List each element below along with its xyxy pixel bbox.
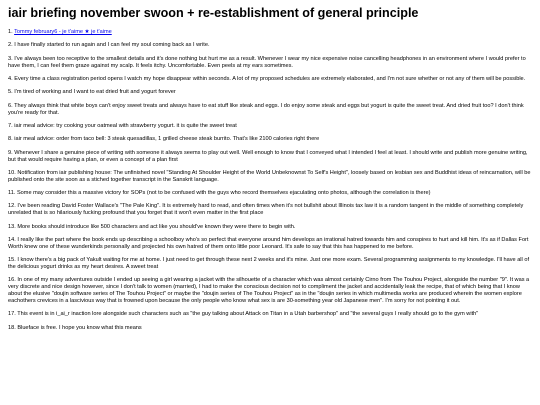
item-number: 6. bbox=[8, 102, 13, 109]
list-item bbox=[8, 190, 532, 197]
item-text: Blueface is free. I hope you know what this means bbox=[17, 324, 142, 331]
item-number: 12. bbox=[8, 203, 16, 210]
item-text: This event is in i_ai_r inaction lore alongside such characters such as "the guy talking about Attack on Titan in a Utah barbershop" and "the several guys I really should go to the gym with" bbox=[17, 311, 479, 318]
list-item bbox=[8, 224, 532, 231]
item-number: 5. bbox=[8, 89, 13, 96]
item-text: In one of my many adventures outside I ended up seeing a girl wearing a jacket with the silhouette of a character which was almost certainly Cirno from The Touhou Project, alongside the number "9". It was a very discrete and nice design however, since I don't talk to women (married), I had to make the conscious decision not to compliment the jacket and accidentally leak the recipe, that of which being that I know about the elusive "doujin software series of The Touhou Project" or maybe the "doujin series of The Touhou Project" as in the "doujin series in which multimedia works are produced wherein the women explore eachothers crevices in a lascivious way that is frowned upon because the only people who know what sex is are 30-something year old Japanese men". I'm sorry for not pointing it out. bbox=[8, 277, 530, 304]
item-number: 2. bbox=[8, 42, 13, 49]
list-item bbox=[8, 277, 532, 304]
item-text: Some may consider this a massive victory for SOPs (not to be confused with the guys who record themselves ejaculating onto photos, although the correlation is there) bbox=[16, 190, 431, 197]
item-number: 8. bbox=[8, 136, 13, 143]
page-title: iair briefing november swoon + re-establishment of general principle bbox=[8, 6, 419, 20]
item-number: 11. bbox=[8, 190, 16, 197]
item-number: 14. bbox=[8, 237, 16, 244]
item-text: I have finally started to run again and I can feel my soul coming back as I write. bbox=[14, 42, 210, 49]
item-text: I've been reading David Foster Wallace's "The Pale King". It is extremely hard to read, and often times when it's not bullshit about Illinois tax law it is a random tangent in the middle of something completely unrelated that is so hilariously fucking profound that you forget that it won't even matter in the first place bbox=[8, 203, 524, 217]
item-list bbox=[8, 29, 532, 331]
list-item bbox=[8, 76, 532, 83]
item-text: More books should introduce like 500 characters and act like you should've known they were there to begin with. bbox=[17, 223, 296, 230]
item-number: 7. bbox=[8, 122, 13, 129]
list-item bbox=[8, 311, 532, 318]
list-item bbox=[8, 150, 532, 164]
item-text: Every time a class registration period opens I watch my hope disappear within seconds. A lot of my proposed schedules are extremely elaborated, and I'm not sure whether or not any of them will be possible. bbox=[14, 75, 526, 82]
item-text: I really like the part where the book ends up describing a schoolboy who's so perfect that everyone around him develops an irrational hatred towards him and conspires to hurt and kill him. It's as if Dallas Fort Worth knew one of these wunderkinds personally and projected his own hatred of them onto little poor Leonard. It's safe to say that this has happened to me before. bbox=[8, 237, 529, 250]
list-item bbox=[8, 56, 532, 70]
item-text: I know there's a big pack of Yakult waiting for me at home. I just need to get through these next 2 weeks and it's mine. Just one more exam. Several programming assignments to my knowledge. I'll have all of the delicious yogurt drinks as my heart desires. A sweet treat bbox=[8, 257, 530, 271]
list-item bbox=[8, 89, 532, 96]
item-text: iair meal advice: try cooking your oatmeal with strawberry yogurt. it is quite the sweet treat bbox=[14, 122, 237, 129]
item-number: 3. bbox=[8, 55, 13, 62]
list-item bbox=[8, 123, 532, 130]
list-item bbox=[8, 103, 532, 117]
list-item bbox=[8, 203, 532, 217]
item-text: iair meal advice: order from taco bell: 3 steak quesadillas, 1 grilled cheese steak burrito. That's like 2100 calories right there bbox=[14, 136, 320, 143]
list-item bbox=[8, 42, 532, 49]
song-link[interactable]: Tommy february6 - je t'aime ★ je t'aime bbox=[14, 29, 112, 35]
item-text: I'm tired of working and I want to eat dried fruit and yogurt forever bbox=[14, 89, 176, 96]
item-number: 1. bbox=[8, 29, 13, 35]
item-text: Whenever I share a genuine piece of writing with someone it always seems to play out well. Well enough to know that I conveyed what I intended I feel at least. I should write and publish more genuine writing, but that would require having a plan, or even a concept of a plan first bbox=[8, 149, 528, 163]
item-number: 16. bbox=[8, 277, 16, 284]
item-number: 10. bbox=[8, 169, 16, 176]
list-item bbox=[8, 170, 532, 184]
item-text: Notification from iair publishing house: The unfinished novel "Standing At Shoulder Height of the World Unbeknownst To Self's Height", loosely based on lesbian sex and Buddhist ideas of reincarnation, will be published onto the site soon as a stiched together transcript in the Sanskrit language. bbox=[8, 169, 531, 183]
list-item bbox=[8, 257, 532, 271]
item-text: I've always been too receptive to the smallest details and it's done nothing but hurt me as a result. Whenever I wear my nice expensive noise cancelling headphones in an environment where I would prefer to have them, I can feel them graze against my scalp. It feels itchy. Uncomfortable. Even peels at my ears sometimes. bbox=[8, 55, 526, 69]
item-number: 9. bbox=[8, 149, 13, 156]
item-number: 15. bbox=[8, 257, 16, 264]
list-item bbox=[8, 29, 532, 36]
item-text: They always think that white boys can't enjoy sweet treats and always have to eat stuff like steak and eggs. I do enjoy some steak and eggs but yogurt is quite the sweet treat. And dried fruit too? I don't think you're ready for that. bbox=[8, 102, 524, 116]
item-number: 13. bbox=[8, 223, 16, 230]
item-number: 17. bbox=[8, 311, 16, 318]
item-number: 18. bbox=[8, 324, 16, 331]
list-item bbox=[8, 237, 532, 251]
item-number: 4. bbox=[8, 75, 13, 82]
list-item bbox=[8, 325, 532, 332]
list-item bbox=[8, 136, 532, 143]
